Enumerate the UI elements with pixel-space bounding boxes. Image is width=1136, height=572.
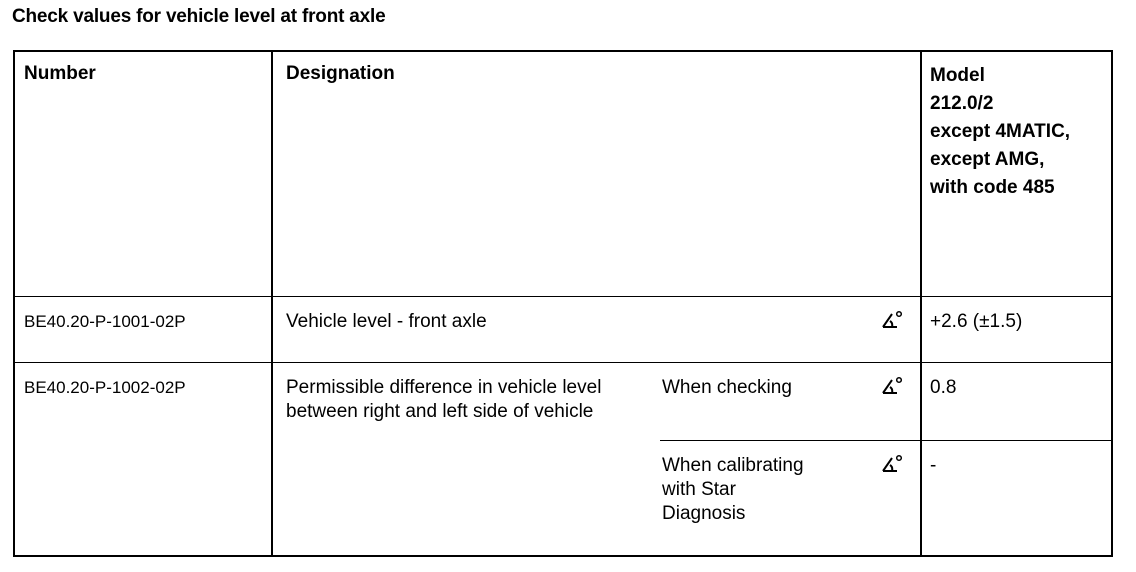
angle-degree-icon <box>881 376 903 396</box>
row-designation: Vehicle level - front axle <box>286 311 487 332</box>
header-model-line: with code 485 <box>930 177 1055 198</box>
check-values-table <box>13 50 1113 557</box>
subrow-condition-line: When checking <box>662 377 792 398</box>
row-designation-line: between right and left side of vehicle <box>286 401 594 422</box>
header-model <box>930 62 1070 202</box>
header-number: Number <box>24 63 96 84</box>
subrow-value: - <box>930 455 937 476</box>
row-divider-1 <box>15 362 1111 363</box>
header-model-line: 212.0/2 <box>930 93 994 114</box>
row-number: BE40.20-P-1001-02P <box>24 312 186 331</box>
angle-degree-icon <box>881 454 903 474</box>
header-model-line: except AMG, <box>930 149 1045 170</box>
subrow-condition-line: with Star <box>662 479 736 500</box>
row-value: +2.6 (±1.5) <box>930 311 1023 332</box>
subrow-condition <box>662 376 792 400</box>
row-designation-line: Permissible difference in vehicle level <box>286 377 602 398</box>
page-title: Check values for vehicle level at front axle <box>12 6 386 27</box>
angle-degree-icon <box>881 310 903 330</box>
subrow-value: 0.8 <box>930 377 957 398</box>
row-designation <box>286 376 601 424</box>
subrow-divider <box>660 440 1111 441</box>
row-number: BE40.20-P-1002-02P <box>24 378 186 397</box>
column-divider-2 <box>920 52 922 555</box>
header-designation: Designation <box>286 63 395 84</box>
subrow-condition <box>662 454 804 526</box>
row-divider-header <box>15 296 1111 297</box>
subrow-condition-line: When calibrating <box>662 455 804 476</box>
header-model-label: Model <box>930 65 985 86</box>
column-divider-1 <box>271 52 273 555</box>
header-model-line: except 4MATIC, <box>930 121 1071 142</box>
subrow-condition-line: Diagnosis <box>662 503 746 524</box>
